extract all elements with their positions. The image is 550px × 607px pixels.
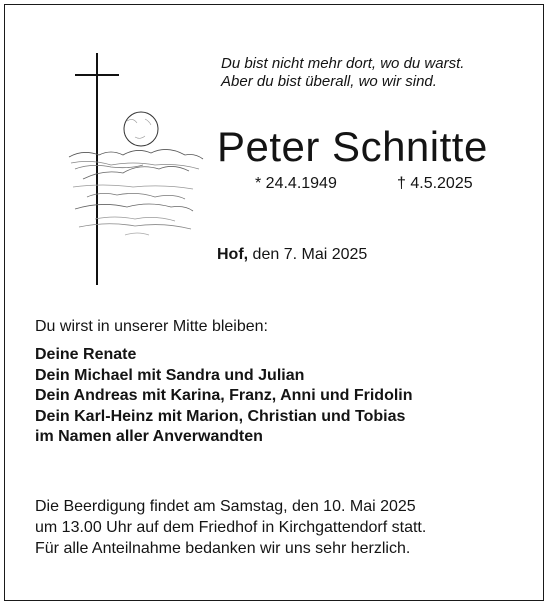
obituary-notice	[4, 4, 544, 601]
place-name: Hof,	[217, 246, 249, 263]
birth-date: * 24.4.1949	[255, 175, 337, 192]
funeral-line: Für alle Anteilnahme bedanken wir uns sehr herzlich.	[35, 540, 411, 557]
funeral-line: um 13.00 Uhr auf dem Friedhof in Kirchgattendorf statt.	[35, 519, 427, 536]
mourners-intro: Du wirst in unserer Mitte bleiben:	[35, 318, 268, 335]
mourner-line: Deine Renate	[35, 346, 137, 363]
place-date-line	[217, 246, 367, 264]
mourner-line: Dein Andreas mit Karina, Franz, Anni und Fridolin	[35, 387, 413, 404]
funeral-line: Die Beerdigung findet am Samstag, den 10. Mai 2025	[35, 498, 416, 515]
cross-landscape-illustration	[65, 47, 215, 292]
quote-line-2: Aber du bist überall, wo wir sind.	[221, 73, 437, 90]
death-date: † 4.5.2025	[397, 175, 473, 192]
mourners-list	[35, 345, 413, 448]
mourner-line: Dein Michael mit Sandra und Julian	[35, 366, 305, 384]
landscape-sketch	[69, 112, 203, 235]
quote-line-1: Du bist nicht mehr dort, wo du warst.	[221, 55, 465, 72]
epitaph-quote	[221, 55, 464, 91]
funeral-info	[35, 496, 426, 559]
mourner-line: Dein Karl-Heinz mit Marion, Christian und Tobias	[35, 407, 406, 425]
mourner-line: im Namen aller Anverwandten	[35, 428, 263, 445]
cross-icon	[75, 53, 119, 285]
deceased-name: Peter Schnitte	[217, 123, 488, 170]
notice-date: den 7. Mai 2025	[248, 246, 368, 263]
